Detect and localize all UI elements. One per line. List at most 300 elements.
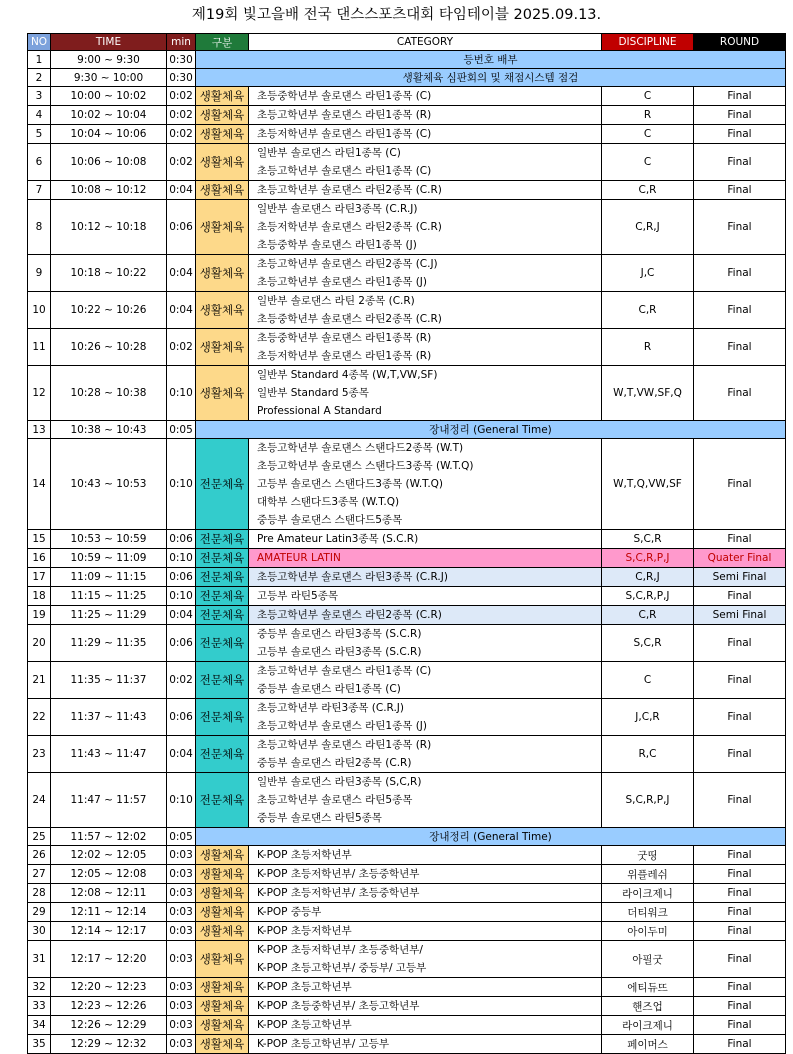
- row-no: 10: [28, 292, 51, 329]
- header-time: TIME: [51, 34, 167, 51]
- row-no: 1: [28, 51, 51, 69]
- category-line: K-POP 초등저학년부/ 초등중학년부: [257, 887, 420, 899]
- category-line: 초등고학년부 솔로댄스 라틴2종목 (C.R): [257, 609, 442, 621]
- row-discipline: C,R,J: [602, 568, 694, 587]
- row-division: 생활체육: [196, 144, 249, 181]
- category-line: 초등중학부 솔로댄스 라틴1종목 (J): [257, 239, 417, 251]
- category-line: K-POP 초등저학년부: [257, 849, 352, 861]
- row-discipline: C,R: [602, 292, 694, 329]
- category-line: Pre Amateur Latin3종목 (S.C.R): [257, 533, 419, 545]
- row-discipline: R: [602, 329, 694, 366]
- row-round: Final: [694, 181, 786, 200]
- table-row: [28, 941, 786, 978]
- row-category: [249, 144, 602, 181]
- table-row: [28, 828, 786, 846]
- row-category: [249, 865, 602, 884]
- row-min: 0:02: [167, 106, 196, 125]
- row-round: Final: [694, 736, 786, 773]
- row-no: 11: [28, 329, 51, 366]
- timetable-body: [28, 51, 786, 1054]
- row-no: 22: [28, 699, 51, 736]
- row-span-label: 장내정리 (General Time): [196, 828, 786, 846]
- row-round: Final: [694, 941, 786, 978]
- row-no: 34: [28, 1016, 51, 1035]
- row-min: 0:06: [167, 530, 196, 549]
- row-category: [249, 736, 602, 773]
- row-min: 0:10: [167, 439, 196, 530]
- table-row: [28, 997, 786, 1016]
- row-discipline: S,C,R,P,J: [602, 587, 694, 606]
- row-min: 0:02: [167, 329, 196, 366]
- row-division: 전문체육: [196, 736, 249, 773]
- row-min: 0:04: [167, 736, 196, 773]
- table-row: [28, 884, 786, 903]
- category-line: Professional A Standard: [257, 405, 382, 417]
- row-discipline: R: [602, 106, 694, 125]
- row-no: 14: [28, 439, 51, 530]
- category-line: 초등고학년부 솔로댄스 라틴1종목 (C): [257, 165, 432, 177]
- category-line: 일반부 Standard 5종목: [257, 387, 369, 399]
- category-line: 초등고학년부 솔로댄스 라틴1종목 (R): [257, 739, 432, 751]
- row-category: [249, 255, 602, 292]
- row-no: 25: [28, 828, 51, 846]
- row-division: 전문체육: [196, 568, 249, 587]
- row-round: Final: [694, 922, 786, 941]
- page-title: 제19회 빛고을배 전국 댄스스포츠대회 타임테이블 2025.09.13.: [191, 7, 602, 23]
- row-division: 생활체육: [196, 846, 249, 865]
- row-time: 11:09 ~ 11:15: [51, 568, 167, 587]
- row-round: Final: [694, 366, 786, 421]
- row-discipline: 라이크제니: [602, 884, 694, 903]
- row-min: 0:03: [167, 903, 196, 922]
- category-line: 중등부 솔로댄스 라틴2종목 (C.R): [257, 757, 412, 769]
- header-category: CATEGORY: [249, 34, 602, 51]
- row-category: [249, 587, 602, 606]
- row-discipline: 페이머스: [602, 1035, 694, 1054]
- table-row: [28, 922, 786, 941]
- row-discipline: C,R: [602, 181, 694, 200]
- row-division: 생활체육: [196, 181, 249, 200]
- category-line: 고등부 솔로댄스 라틴3종목 (S.C.R): [257, 646, 422, 658]
- row-no: 4: [28, 106, 51, 125]
- row-min: 0:30: [167, 69, 196, 87]
- row-min: 0:03: [167, 978, 196, 997]
- row-time: 10:08 ~ 10:12: [51, 181, 167, 200]
- table-row: [28, 530, 786, 549]
- row-round: Final: [694, 978, 786, 997]
- category-line: 초등고학년부 솔로댄스 라틴5종목: [257, 794, 413, 806]
- header-discipline: DISCIPLINE: [602, 34, 694, 51]
- row-time: 11:29 ~ 11:35: [51, 625, 167, 662]
- row-division: 전문체육: [196, 625, 249, 662]
- row-min: 0:10: [167, 587, 196, 606]
- category-line: K-POP 초등저학년부/ 초등중학년부/: [257, 944, 423, 956]
- row-category: [249, 884, 602, 903]
- row-discipline: S,C,R: [602, 530, 694, 549]
- row-time: 10:02 ~ 10:04: [51, 106, 167, 125]
- row-category: [249, 292, 602, 329]
- row-time: 10:22 ~ 10:26: [51, 292, 167, 329]
- row-min: 0:03: [167, 997, 196, 1016]
- table-row: [28, 865, 786, 884]
- row-span-label: 장내정리 (General Time): [196, 421, 786, 439]
- row-min: 0:05: [167, 421, 196, 439]
- row-time: 12:11 ~ 12:14: [51, 903, 167, 922]
- row-round: Final: [694, 125, 786, 144]
- row-round: Final: [694, 865, 786, 884]
- row-round: Final: [694, 903, 786, 922]
- row-category: [249, 903, 602, 922]
- table-row: [28, 87, 786, 106]
- table-row: [28, 662, 786, 699]
- row-division: 전문체육: [196, 662, 249, 699]
- row-category: [249, 625, 602, 662]
- category-line: 초등고학년부 솔로댄스 라틴2종목 (C.R): [257, 184, 442, 196]
- row-span-label: 생활체육 심판회의 및 채점시스템 점검: [196, 69, 786, 87]
- row-division: 생활체육: [196, 1016, 249, 1035]
- category-line: 초등중학년부 솔로댄스 라틴2종목 (C.R): [257, 313, 442, 325]
- row-no: 33: [28, 997, 51, 1016]
- row-no: 8: [28, 200, 51, 255]
- row-min: 0:10: [167, 366, 196, 421]
- row-division: 생활체육: [196, 106, 249, 125]
- row-time: 11:57 ~ 12:02: [51, 828, 167, 846]
- row-time: 10:28 ~ 10:38: [51, 366, 167, 421]
- table-row: [28, 421, 786, 439]
- category-line: 중등부 솔로댄스 라틴3종목 (S.C.R): [257, 628, 422, 640]
- row-min: 0:04: [167, 181, 196, 200]
- category-line: 초등고학년부 솔로댄스 라틴1종목 (J): [257, 276, 427, 288]
- row-discipline: W,T,Q,VW,SF: [602, 439, 694, 530]
- row-round: Final: [694, 200, 786, 255]
- row-round: Final: [694, 1016, 786, 1035]
- category-line: K-POP 초등고학년부: [257, 1019, 352, 1031]
- category-line: 일반부 솔로댄스 라틴1종목 (C): [257, 147, 401, 159]
- row-time: 10:53 ~ 10:59: [51, 530, 167, 549]
- table-row: [28, 549, 786, 568]
- row-time: 11:35 ~ 11:37: [51, 662, 167, 699]
- row-round: Final: [694, 1035, 786, 1054]
- category-line: 초등고학년부 라틴3종목 (C.R.J): [257, 702, 405, 714]
- row-discipline: C: [602, 87, 694, 106]
- timetable: [27, 33, 786, 1054]
- category-line: 일반부 솔로댄스 라틴3종목 (C.R.J): [257, 203, 418, 215]
- row-discipline: S,C,R: [602, 625, 694, 662]
- row-round: Semi Final: [694, 568, 786, 587]
- table-row: [28, 903, 786, 922]
- category-line: 초등고학년부 솔로댄스 라틴1종목 (R): [257, 109, 432, 121]
- row-round: Final: [694, 106, 786, 125]
- table-row: [28, 200, 786, 255]
- row-round: Semi Final: [694, 606, 786, 625]
- category-line: K-POP 초등고학년부: [257, 981, 352, 993]
- row-category: [249, 181, 602, 200]
- table-row: [28, 587, 786, 606]
- row-min: 0:03: [167, 922, 196, 941]
- row-round: Final: [694, 329, 786, 366]
- category-line: 초등저학년부 솔로댄스 라틴1종목 (C): [257, 128, 432, 140]
- row-time: 10:00 ~ 10:02: [51, 87, 167, 106]
- category-line: 초등고학년부 솔로댄스 라틴3종목 (C.R.J): [257, 571, 448, 583]
- row-no: 2: [28, 69, 51, 87]
- row-no: 3: [28, 87, 51, 106]
- row-category: [249, 549, 602, 568]
- row-round: Final: [694, 846, 786, 865]
- category-line: 고등부 솔로댄스 스탠다드3종목 (W.T.Q): [257, 478, 444, 490]
- row-round: Final: [694, 662, 786, 699]
- table-row: [28, 736, 786, 773]
- row-division: 생활체육: [196, 292, 249, 329]
- table-row: [28, 292, 786, 329]
- row-time: 10:38 ~ 10:43: [51, 421, 167, 439]
- row-discipline: C,R,J: [602, 200, 694, 255]
- row-min: 0:10: [167, 773, 196, 828]
- row-min: 0:03: [167, 884, 196, 903]
- row-time: 10:43 ~ 10:53: [51, 439, 167, 530]
- row-min: 0:10: [167, 549, 196, 568]
- row-time: 9:30 ~ 10:00: [51, 69, 167, 87]
- category-line: AMATEUR LATIN: [257, 552, 341, 564]
- row-category: [249, 568, 602, 587]
- row-min: 0:03: [167, 1035, 196, 1054]
- table-row: [28, 439, 786, 530]
- row-no: 19: [28, 606, 51, 625]
- row-min: 0:05: [167, 828, 196, 846]
- category-line: 일반부 솔로댄스 라틴 2종목 (C.R): [257, 295, 415, 307]
- row-discipline: 에티듀뜨: [602, 978, 694, 997]
- row-round: Final: [694, 699, 786, 736]
- row-round: Final: [694, 255, 786, 292]
- row-division: 생활체육: [196, 903, 249, 922]
- row-division: 전문체육: [196, 587, 249, 606]
- row-discipline: S,C,R,P,J: [602, 549, 694, 568]
- row-category: [249, 846, 602, 865]
- row-round: Final: [694, 625, 786, 662]
- row-time: 11:47 ~ 11:57: [51, 773, 167, 828]
- row-no: 32: [28, 978, 51, 997]
- row-category: [249, 922, 602, 941]
- row-discipline: 아이두미: [602, 922, 694, 941]
- row-time: 12:20 ~ 12:23: [51, 978, 167, 997]
- row-round: Quater Final: [694, 549, 786, 568]
- row-category: [249, 200, 602, 255]
- row-time: 11:15 ~ 11:25: [51, 587, 167, 606]
- row-time: 12:14 ~ 12:17: [51, 922, 167, 941]
- row-discipline: 아필굿: [602, 941, 694, 978]
- row-no: 18: [28, 587, 51, 606]
- row-time: 12:29 ~ 12:32: [51, 1035, 167, 1054]
- category-line: 중등부 솔로댄스 스탠다드5종목: [257, 514, 403, 526]
- row-no: 23: [28, 736, 51, 773]
- row-division: 전문체육: [196, 530, 249, 549]
- row-round: Final: [694, 997, 786, 1016]
- row-division: 생활체육: [196, 200, 249, 255]
- category-line: K-POP 초등고학년부/ 고등부: [257, 1038, 389, 1050]
- row-no: 17: [28, 568, 51, 587]
- category-line: 일반부 Standard 4종목 (W,T,VW,SF): [257, 369, 438, 381]
- category-line: 초등고학년부 솔로댄스 스탠다드3종목 (W.T.Q): [257, 460, 474, 472]
- row-category: [249, 773, 602, 828]
- row-no: 21: [28, 662, 51, 699]
- table-row: [28, 1035, 786, 1054]
- category-line: 초등고학년부 솔로댄스 라틴1종목 (C): [257, 665, 432, 677]
- row-category: [249, 106, 602, 125]
- row-discipline: J,C: [602, 255, 694, 292]
- row-discipline: 핸즈업: [602, 997, 694, 1016]
- row-no: 13: [28, 421, 51, 439]
- row-division: 생활체육: [196, 922, 249, 941]
- row-division: 생활체육: [196, 255, 249, 292]
- category-line: 고등부 라틴5종목: [257, 590, 339, 602]
- row-category: [249, 606, 602, 625]
- row-min: 0:30: [167, 51, 196, 69]
- table-row: [28, 1016, 786, 1035]
- category-line: 초등고학년부 솔로댄스 라틴1종목 (J): [257, 720, 427, 732]
- category-line: K-POP 초등중학년부/ 초등고학년부: [257, 1000, 420, 1012]
- row-time: 12:26 ~ 12:29: [51, 1016, 167, 1035]
- row-discipline: R,C: [602, 736, 694, 773]
- row-no: 9: [28, 255, 51, 292]
- row-no: 7: [28, 181, 51, 200]
- table-row: [28, 846, 786, 865]
- row-category: [249, 978, 602, 997]
- row-no: 24: [28, 773, 51, 828]
- row-discipline: S,C,R,P,J: [602, 773, 694, 828]
- category-line: 중등부 솔로댄스 라틴1종목 (C): [257, 683, 401, 695]
- row-no: 35: [28, 1035, 51, 1054]
- row-no: 5: [28, 125, 51, 144]
- header-round: ROUND: [694, 34, 786, 51]
- row-division: 생활체육: [196, 329, 249, 366]
- table-row: [28, 699, 786, 736]
- row-time: 10:12 ~ 10:18: [51, 200, 167, 255]
- table-row: [28, 255, 786, 292]
- table-row: [28, 329, 786, 366]
- category-line: K-POP 초등저학년부/ 초등중학년부: [257, 868, 420, 880]
- row-no: 29: [28, 903, 51, 922]
- row-time: 9:00 ~ 9:30: [51, 51, 167, 69]
- category-line: 초등고학년부 솔로댄스 라틴2종목 (C.J): [257, 258, 438, 270]
- row-round: Final: [694, 144, 786, 181]
- row-discipline: C: [602, 125, 694, 144]
- row-category: [249, 366, 602, 421]
- table-row: [28, 125, 786, 144]
- row-min: 0:02: [167, 144, 196, 181]
- row-category: [249, 439, 602, 530]
- row-category: [249, 530, 602, 549]
- row-min: 0:04: [167, 292, 196, 329]
- row-time: 12:23 ~ 12:26: [51, 997, 167, 1016]
- row-round: Final: [694, 587, 786, 606]
- row-min: 0:06: [167, 625, 196, 662]
- row-time: 12:17 ~ 12:20: [51, 941, 167, 978]
- row-category: [249, 662, 602, 699]
- category-line: 초등저학년부 솔로댄스 라틴2종목 (C.R): [257, 221, 442, 233]
- row-round: Final: [694, 884, 786, 903]
- row-time: 12:05 ~ 12:08: [51, 865, 167, 884]
- row-time: 10:26 ~ 10:28: [51, 329, 167, 366]
- category-line: 초등저학년부 솔로댄스 라틴1종목 (R): [257, 350, 432, 362]
- row-division: 전문체육: [196, 773, 249, 828]
- row-division: 생활체육: [196, 87, 249, 106]
- row-no: 31: [28, 941, 51, 978]
- row-no: 28: [28, 884, 51, 903]
- category-line: 중등부 솔로댄스 라틴5종목: [257, 812, 382, 824]
- row-category: [249, 941, 602, 978]
- row-no: 6: [28, 144, 51, 181]
- row-discipline: C: [602, 662, 694, 699]
- row-no: 15: [28, 530, 51, 549]
- row-division: 생활체육: [196, 884, 249, 903]
- category-line: 대학부 스탠다드3종목 (W.T.Q): [257, 496, 400, 508]
- row-discipline: W,T,VW,SF,Q: [602, 366, 694, 421]
- header-row: [28, 34, 786, 51]
- table-row: [28, 625, 786, 662]
- row-category: [249, 87, 602, 106]
- row-division: 전문체육: [196, 606, 249, 625]
- table-row: [28, 144, 786, 181]
- row-min: 0:03: [167, 941, 196, 978]
- row-min: 0:06: [167, 699, 196, 736]
- row-round: Final: [694, 439, 786, 530]
- header-division: 구분: [196, 34, 249, 51]
- header-no: NO: [28, 34, 51, 51]
- row-no: 12: [28, 366, 51, 421]
- row-min: 0:02: [167, 662, 196, 699]
- row-time: 10:06 ~ 10:08: [51, 144, 167, 181]
- row-division: 생활체육: [196, 997, 249, 1016]
- row-division: 생활체육: [196, 865, 249, 884]
- table-row: [28, 106, 786, 125]
- row-min: 0:04: [167, 606, 196, 625]
- row-discipline: 굿띵: [602, 846, 694, 865]
- row-min: 0:03: [167, 1016, 196, 1035]
- row-division: 생활체육: [196, 978, 249, 997]
- row-no: 20: [28, 625, 51, 662]
- row-min: 0:02: [167, 125, 196, 144]
- row-division: 생활체육: [196, 125, 249, 144]
- row-no: 27: [28, 865, 51, 884]
- row-division: 생활체육: [196, 1035, 249, 1054]
- row-category: [249, 997, 602, 1016]
- row-division: 전문체육: [196, 549, 249, 568]
- row-discipline: 위플레쉬: [602, 865, 694, 884]
- row-division: 전문체육: [196, 439, 249, 530]
- row-category: [249, 699, 602, 736]
- row-time: 10:18 ~ 10:22: [51, 255, 167, 292]
- row-division: 생활체육: [196, 366, 249, 421]
- table-row: [28, 568, 786, 587]
- row-time: 11:43 ~ 11:47: [51, 736, 167, 773]
- row-discipline: J,C,R: [602, 699, 694, 736]
- row-round: Final: [694, 87, 786, 106]
- row-category: [249, 125, 602, 144]
- row-category: [249, 1016, 602, 1035]
- category-line: K-POP 초등고학년부/ 중등부/ 고등부: [257, 962, 427, 974]
- row-round: Final: [694, 773, 786, 828]
- row-time: 10:04 ~ 10:06: [51, 125, 167, 144]
- row-time: 11:25 ~ 11:29: [51, 606, 167, 625]
- row-time: 12:08 ~ 12:11: [51, 884, 167, 903]
- row-discipline: C: [602, 144, 694, 181]
- row-category: [249, 1035, 602, 1054]
- row-min: 0:04: [167, 255, 196, 292]
- row-round: Final: [694, 530, 786, 549]
- category-line: 초등중학년부 솔로댄스 라틴1종목 (R): [257, 332, 432, 344]
- row-no: 16: [28, 549, 51, 568]
- row-min: 0:03: [167, 846, 196, 865]
- category-line: 초등고학년부 솔로댄스 스탠다드2종목 (W.T): [257, 442, 464, 454]
